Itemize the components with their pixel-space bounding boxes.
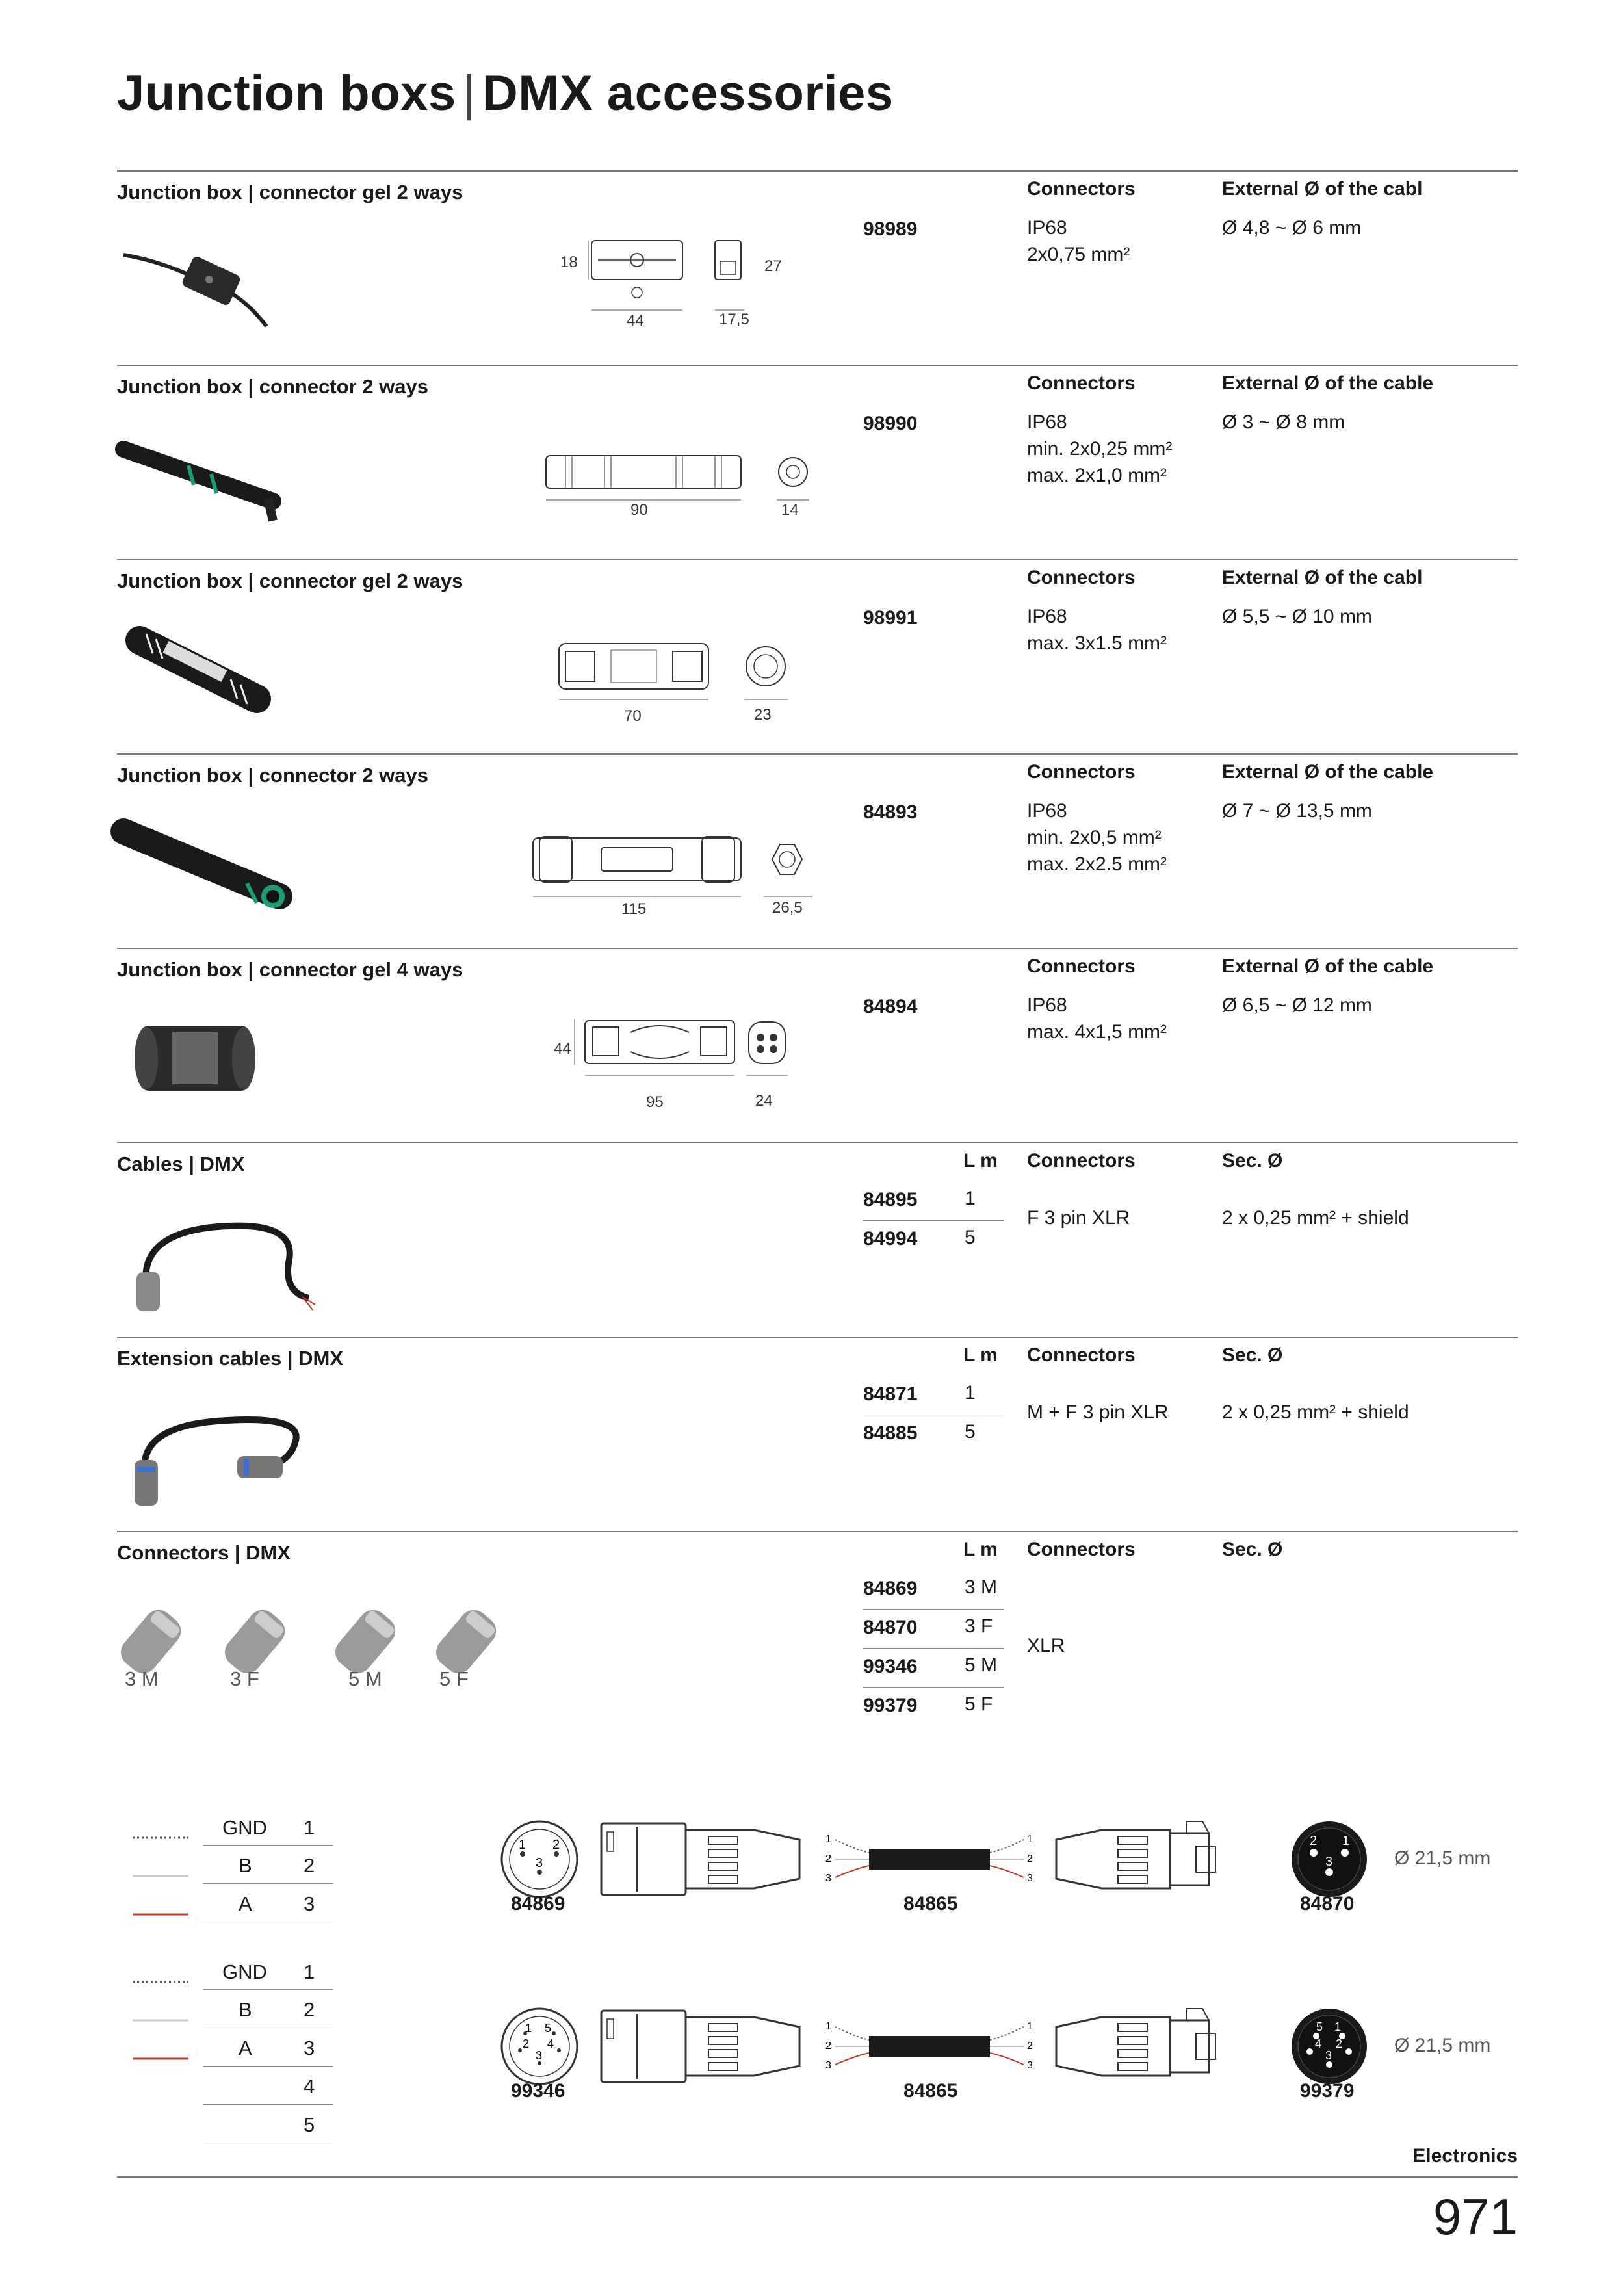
legend-row bbox=[203, 1989, 333, 2027]
wire-color-legend bbox=[130, 1964, 195, 2055]
connectors-value: IP68 min. 2x0,5 mm² max. 2x2.5 mm² bbox=[1027, 800, 1167, 875]
section-value: 2 x 0,25 mm² + shield bbox=[1222, 1402, 1409, 1423]
wire-number: 3 bbox=[304, 1892, 315, 1915]
product-code: 99379 bbox=[863, 1695, 918, 1716]
section-title: Junction box | connector gel 2 ways bbox=[117, 569, 463, 592]
wire-number-label: 2 bbox=[825, 2041, 831, 2052]
wire-number-label: 1 bbox=[1027, 2021, 1033, 2032]
legend-row bbox=[203, 1807, 333, 1845]
connectors-header: Connectors bbox=[1027, 372, 1136, 394]
title-part-1: Junction boxs bbox=[117, 66, 456, 121]
external-diameter-value: Ø 6,5 ~ Ø 12 mm bbox=[1222, 995, 1372, 1016]
pin-label: 1 bbox=[519, 1838, 526, 1852]
type-value: 5 M bbox=[965, 1654, 998, 1676]
pin-label: 3 bbox=[1325, 2049, 1332, 2062]
legend-row bbox=[203, 1883, 333, 1921]
product-section-98991 bbox=[0, 559, 1623, 754]
section-title: Junction box | connector gel 4 ways bbox=[117, 958, 463, 981]
type-value: 3 M bbox=[965, 1576, 998, 1598]
page-title bbox=[117, 65, 894, 122]
dimension-label: 115 bbox=[621, 900, 647, 918]
right-connector-code: 84870 bbox=[1300, 1893, 1355, 1914]
pin-label: 3 bbox=[536, 2049, 543, 2062]
product-section-84894 bbox=[0, 948, 1623, 1143]
section-value: 2 x 0,25 mm² + shield bbox=[1222, 1207, 1409, 1229]
connectors-value: F 3 pin XLR bbox=[1027, 1207, 1130, 1229]
dimension-label: 95 bbox=[646, 1093, 664, 1111]
wire-name: GND bbox=[222, 1816, 267, 1839]
external-diameter-value: Ø 7 ~ Ø 13,5 mm bbox=[1222, 800, 1372, 822]
product-code: 84885 bbox=[863, 1422, 918, 1444]
type-value: 3 F bbox=[965, 1615, 993, 1637]
xlr-3pin-female-face bbox=[1290, 1820, 1368, 1898]
pin-label: 2 bbox=[1336, 2037, 1343, 2050]
pin-label: 1 bbox=[525, 2022, 532, 2035]
xlr-plug-drawing bbox=[598, 2007, 812, 2085]
connectors-header: Connectors bbox=[1027, 761, 1136, 783]
junction-box-photo bbox=[117, 436, 286, 521]
pin-label: 5 bbox=[545, 2022, 552, 2035]
wiring-diagram-5pin bbox=[0, 1951, 1623, 2146]
wire-number-label: 3 bbox=[825, 2060, 831, 2071]
wire-name: B bbox=[239, 1854, 252, 1877]
legend-row bbox=[203, 2104, 333, 2142]
wire-number: 5 bbox=[304, 2113, 315, 2136]
product-section-84893 bbox=[0, 753, 1623, 948]
dimension-label: 14 bbox=[781, 501, 799, 519]
legend-row bbox=[203, 2066, 333, 2104]
xlr-3pin-male-face bbox=[500, 1820, 578, 1898]
wire-name: A bbox=[239, 1892, 252, 1915]
technical-drawing bbox=[559, 235, 819, 326]
product-code: 84895 bbox=[863, 1189, 918, 1210]
section-title: Extension cables | DMX bbox=[117, 1347, 344, 1370]
connectors-value: XLR bbox=[1027, 1635, 1065, 1656]
connectors-header: Connectors bbox=[1027, 1150, 1136, 1171]
section-diameter-header: Sec. Ø bbox=[1222, 1539, 1283, 1560]
technical-drawing bbox=[572, 1019, 806, 1091]
connector-label: 5 F bbox=[439, 1667, 469, 1690]
external-diameter-header: External Ø of the cable bbox=[1222, 372, 1434, 394]
dmx-cable-photo bbox=[127, 1207, 322, 1318]
section-diameter-header: Sec. Ø bbox=[1222, 1344, 1283, 1366]
technical-drawing bbox=[546, 449, 819, 514]
pin-label: 3 bbox=[1325, 1855, 1333, 1869]
wire-number-label: 2 bbox=[1027, 1853, 1033, 1864]
footer-divider bbox=[117, 2176, 1518, 2178]
external-diameter-value: Ø 3 ~ Ø 8 mm bbox=[1222, 411, 1345, 433]
connectors-value: IP68 min. 2x0,25 mm² max. 2x1,0 mm² bbox=[1027, 411, 1173, 486]
dimension-label: 90 bbox=[630, 501, 648, 519]
product-section-98990 bbox=[0, 365, 1623, 560]
title-separator: | bbox=[462, 66, 476, 121]
connectors-header: Connectors bbox=[1027, 1344, 1136, 1366]
dimension-label: 18 bbox=[560, 254, 578, 271]
dimension-label: 17,5 bbox=[719, 311, 749, 328]
length-header: L m bbox=[963, 1539, 998, 1560]
connector-label: 3 F bbox=[230, 1667, 259, 1690]
length-header: L m bbox=[963, 1344, 998, 1366]
dimension-label: 23 bbox=[754, 706, 772, 724]
section-title: Junction box | connector 2 ways bbox=[117, 375, 428, 398]
junction-box-photo bbox=[127, 1013, 263, 1107]
dimension-label: 70 bbox=[624, 707, 642, 725]
product-code: 99346 bbox=[863, 1656, 918, 1677]
connectors-dmx-section bbox=[0, 1531, 1623, 1726]
dmx-cable-drawing bbox=[822, 2007, 1037, 2085]
dimension-label: 44 bbox=[554, 1040, 571, 1058]
wire-number-label: 2 bbox=[1027, 2041, 1033, 2052]
product-code: 98989 bbox=[863, 218, 918, 240]
length-value: 5 bbox=[965, 1421, 976, 1442]
pin-label: 3 bbox=[536, 1856, 543, 1870]
wire-number: 1 bbox=[304, 1961, 315, 1983]
pin-label: 2 bbox=[523, 2037, 530, 2050]
footer-category: Electronics bbox=[1412, 2145, 1518, 2167]
xlr-connectors-photo bbox=[120, 1599, 543, 1684]
xlr-plug-drawing bbox=[598, 1820, 812, 1898]
left-connector-code: 84869 bbox=[511, 1893, 565, 1914]
dimension-label: 44 bbox=[627, 312, 644, 330]
wire-number: 3 bbox=[304, 2037, 315, 2059]
wire-number-label: 2 bbox=[825, 1853, 831, 1864]
xlr-5pin-female-face bbox=[1290, 2007, 1368, 2085]
wire-number-label: 1 bbox=[825, 2021, 831, 2032]
section-diameter-header: Sec. Ø bbox=[1222, 1150, 1283, 1171]
wire-number-label: 3 bbox=[1027, 1873, 1033, 1884]
type-value: 5 F bbox=[965, 1693, 993, 1715]
external-diameter-value: Ø 5,5 ~ Ø 10 mm bbox=[1222, 606, 1372, 627]
left-connector-code: 99346 bbox=[511, 2080, 565, 2102]
connector-label: 5 M bbox=[348, 1667, 382, 1690]
dmx-extension-cable-photo bbox=[127, 1402, 322, 1512]
wire-number: 2 bbox=[304, 1854, 315, 1877]
product-section-98989 bbox=[0, 170, 1623, 365]
section-title: Connectors | DMX bbox=[117, 1541, 291, 1564]
diameter-label: Ø 21,5 mm bbox=[1394, 2035, 1491, 2056]
junction-box-photo bbox=[123, 235, 273, 326]
xlr-5pin-male-face bbox=[500, 2007, 578, 2085]
dimension-label: 27 bbox=[764, 257, 782, 275]
product-code: 84870 bbox=[863, 1617, 918, 1638]
connectors-header: Connectors bbox=[1027, 1539, 1136, 1560]
connectors-header: Connectors bbox=[1027, 956, 1136, 977]
external-diameter-header: External Ø of the cabl bbox=[1222, 567, 1423, 588]
section-title: Junction box | connector gel 2 ways bbox=[117, 181, 463, 203]
extension-cables-dmx-section bbox=[0, 1337, 1623, 1532]
right-connector-code: 99379 bbox=[1300, 2080, 1355, 2102]
dimension-label: 26,5 bbox=[772, 899, 803, 917]
wire-number-label: 1 bbox=[825, 1834, 831, 1845]
legend-row bbox=[203, 2028, 333, 2065]
product-code: 98990 bbox=[863, 413, 918, 434]
product-code: 98991 bbox=[863, 607, 918, 629]
pin-label: 4 bbox=[547, 2037, 554, 2050]
section-title: Cables | DMX bbox=[117, 1153, 245, 1175]
wire-number: 1 bbox=[304, 1816, 315, 1839]
wire-name: A bbox=[239, 2037, 252, 2059]
xlr-socket-drawing bbox=[1053, 1820, 1267, 1898]
pin-label: 5 bbox=[1316, 2020, 1323, 2033]
wire-name: GND bbox=[222, 1961, 267, 1983]
legend-row bbox=[203, 1951, 333, 1989]
dimension-label: 24 bbox=[755, 1092, 773, 1110]
wiring-diagram-3pin bbox=[0, 1807, 1623, 1937]
product-code: 84869 bbox=[863, 1578, 918, 1599]
cables-dmx-section bbox=[0, 1142, 1623, 1337]
length-value: 5 bbox=[965, 1227, 976, 1248]
row-divider bbox=[863, 1648, 1004, 1649]
row-divider bbox=[863, 1687, 1004, 1688]
product-code: 84994 bbox=[863, 1228, 918, 1249]
cable-code: 84865 bbox=[903, 1893, 958, 1914]
diameter-label: Ø 21,5 mm bbox=[1394, 1847, 1491, 1869]
dmx-cable-drawing bbox=[822, 1820, 1037, 1898]
connectors-header: Connectors bbox=[1027, 178, 1136, 200]
connectors-value: IP68 max. 4x1,5 mm² bbox=[1027, 995, 1167, 1043]
connectors-value: M + F 3 pin XLR bbox=[1027, 1402, 1169, 1423]
wire-number: 4 bbox=[304, 2075, 315, 2098]
wire-number-label: 3 bbox=[825, 1873, 831, 1884]
row-divider bbox=[863, 1609, 1004, 1610]
section-title: Junction box | connector 2 ways bbox=[117, 764, 428, 787]
page-number: 971 bbox=[1433, 2188, 1518, 2245]
external-diameter-header: External Ø of the cabl bbox=[1222, 178, 1423, 200]
length-value: 1 bbox=[965, 1188, 976, 1209]
xlr-socket-drawing bbox=[1053, 2007, 1267, 2085]
pin-label: 1 bbox=[1334, 2020, 1342, 2033]
connectors-header: Connectors bbox=[1027, 567, 1136, 588]
product-code: 84894 bbox=[863, 996, 918, 1017]
external-diameter-header: External Ø of the cable bbox=[1222, 761, 1434, 783]
title-part-2: DMX accessories bbox=[482, 66, 894, 121]
connectors-value: IP68 2x0,75 mm² bbox=[1027, 217, 1130, 265]
length-value: 1 bbox=[965, 1382, 976, 1403]
pin-label: 1 bbox=[1342, 1834, 1350, 1848]
legend-row bbox=[203, 1845, 333, 1883]
wire-name: B bbox=[239, 1998, 252, 2021]
row-divider bbox=[863, 1220, 1004, 1221]
wire-color-legend bbox=[130, 1820, 195, 1911]
pin-label: 4 bbox=[1315, 2037, 1322, 2050]
wire-number: 2 bbox=[304, 1998, 315, 2021]
wire-number-label: 1 bbox=[1027, 1834, 1033, 1845]
cable-code: 84865 bbox=[903, 2080, 958, 2102]
product-code: 84871 bbox=[863, 1383, 918, 1405]
product-code: 84893 bbox=[863, 802, 918, 823]
wire-number-label: 3 bbox=[1027, 2060, 1033, 2071]
junction-box-photo bbox=[117, 818, 292, 916]
technical-drawing bbox=[559, 644, 819, 709]
connector-label: 3 M bbox=[125, 1667, 159, 1690]
length-header: L m bbox=[963, 1150, 998, 1171]
external-diameter-value: Ø 4,8 ~ Ø 6 mm bbox=[1222, 217, 1362, 239]
external-diameter-header: External Ø of the cable bbox=[1222, 956, 1434, 977]
pin-label: 2 bbox=[552, 1838, 560, 1852]
junction-box-photo bbox=[127, 627, 270, 712]
connectors-value: IP68 max. 3x1.5 mm² bbox=[1027, 606, 1167, 654]
pin-label: 2 bbox=[1310, 1834, 1318, 1848]
